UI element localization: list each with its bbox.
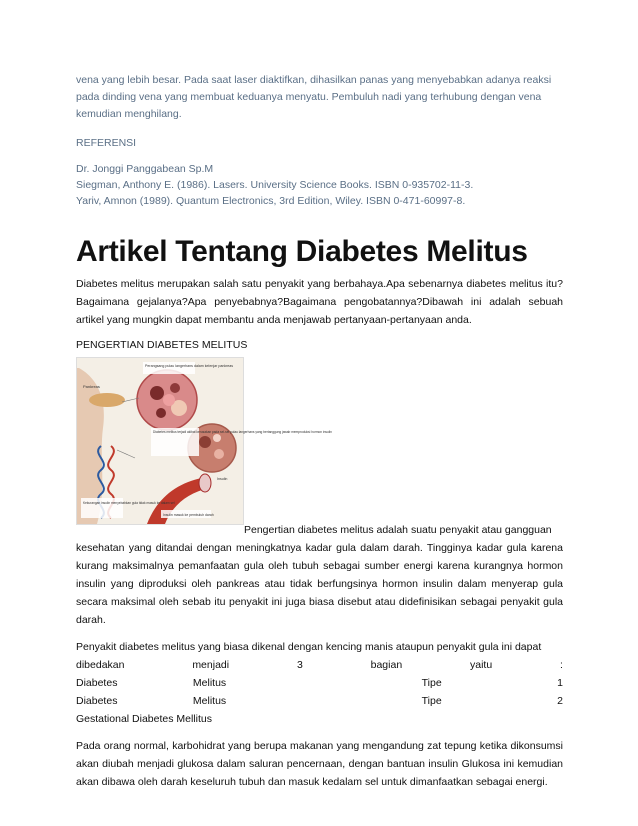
type-2-line	[76, 692, 563, 710]
diabetes-illustration	[76, 357, 332, 525]
word: bagian	[370, 659, 403, 671]
word: Melitus	[192, 677, 227, 689]
lead-paragraph: Diabetes melitus merupakan salah satu penyakit yang berbahaya.Apa sebenarnya diabetes melitus itu? Bagaimana gejalanya?Apa penyebabnya?Bagaimana pengobatannya?Dibawah ini adalah sebuah artikel yang mungkin dapat membantu anda menjawab pertanyaan-pertanyaan anda.	[76, 278, 563, 326]
word: dibedakan	[76, 659, 125, 671]
figure-label-insulin: Insulin	[217, 477, 228, 481]
type-1-line	[76, 674, 563, 692]
closing-paragraph: Pada orang normal, karbohidrat yang berupa makanan yang mengandung zat tepung ketika dikonsumsi akan diubah menjadi glukosa dalam saluran pencernaan, dengan bantuan insulin Glukosa ini kemudian akan dibawa oleh darah keseluruh tubuh dan masuk kedalam sel untuk dimanfaatkan sebagai energi.	[76, 740, 563, 788]
word: Melitus	[192, 695, 227, 707]
intro-line: kemudian menghilang.	[76, 108, 182, 120]
figure-label-bottom: Insulin masuk ke pembuluh darah	[163, 513, 214, 517]
definition-first-line: Pengertian diabetes melitus adalah suatu penyakit atau gangguan	[244, 524, 552, 536]
word: 3	[296, 659, 303, 671]
type-3-line: Gestational Diabetes Mellitus	[76, 713, 212, 725]
references-list	[76, 161, 563, 209]
intro-line: vena yang lebih besar. Pada saat laser diaktifkan, dihasilkan panas yang menyebabkan adanya reaksi	[76, 74, 552, 86]
article-lead	[76, 275, 563, 329]
intro-paragraph	[76, 72, 563, 123]
word: Diabetes	[76, 695, 118, 707]
figure-label-pankreas: Pankreas	[83, 384, 100, 389]
word: menjadi	[192, 659, 230, 671]
figure-label-bottom-left: Kekurangan insulin menyebabkan gula tidak masuk ke dalam sel	[83, 501, 175, 505]
reference-item: Yariv, Amnon (1989). Quantum Electronics, 3rd Edition, Wiley. ISBN 0-471-60997-8.	[76, 195, 466, 207]
reference-item: Siegman, Anthony E. (1986). Lasers. University Science Books. ISBN 0-935702-11-3.	[76, 179, 474, 191]
types-intro-spaced-line	[76, 656, 563, 674]
word: Diabetes	[76, 677, 118, 689]
references-heading: REFERENSI	[76, 137, 137, 149]
word: :	[560, 659, 563, 671]
figure-label-middle: Diabetes melitus terjadi akibat kerusakan pada sel-sel pulau langerhans yang bertanggung jawab memproduksi hormon insulin	[153, 430, 332, 434]
types-intro-line: Penyakit diabetes melitus yang biasa dikenal dengan kencing manis ataupun penyakit gula ini dapat	[76, 641, 542, 653]
document-page	[76, 72, 563, 791]
closing-block	[76, 737, 563, 791]
word: yaitu	[470, 659, 493, 671]
types-block	[76, 638, 563, 728]
figure-label-top: Perangsang pulau langerhans dalam kelenjar pankreas	[145, 364, 234, 368]
reference-item: Dr. Jonggi Panggabean Sp.M	[76, 163, 214, 175]
word: 1	[557, 677, 563, 689]
section-heading: PENGERTIAN DIABETES MELITUS	[76, 339, 248, 351]
definition-block	[76, 521, 563, 629]
word: Tipe	[421, 677, 442, 689]
article-title: Artikel Tentang Diabetes Melitus	[76, 235, 528, 268]
illustration-svg	[77, 358, 332, 524]
intro-line: pada dinding vena yang membuat keduanya menyatu. Pembuluh nadi yang terhubung dengan vena	[76, 91, 542, 103]
word: 2	[557, 695, 563, 707]
figure-row	[76, 357, 563, 533]
definition-paragraph: kesehatan yang ditandai dengan meningkatnya kadar gula dalam darah. Tingginya kadar gula karena kurang maksimalnya pemanfaatan gula oleh tubuh sebagai sumber energi karena kurangnya hormon insulin yang diproduksi oleh pankreas atau tidak berfungsinya hormon insulin dalam menyerap gula secara maksimal oleh sebab itu penyakit ini juga biasa disebut atau didefinisikan sebagai penyakit gula darah.	[76, 542, 563, 626]
word: Tipe	[421, 695, 442, 707]
